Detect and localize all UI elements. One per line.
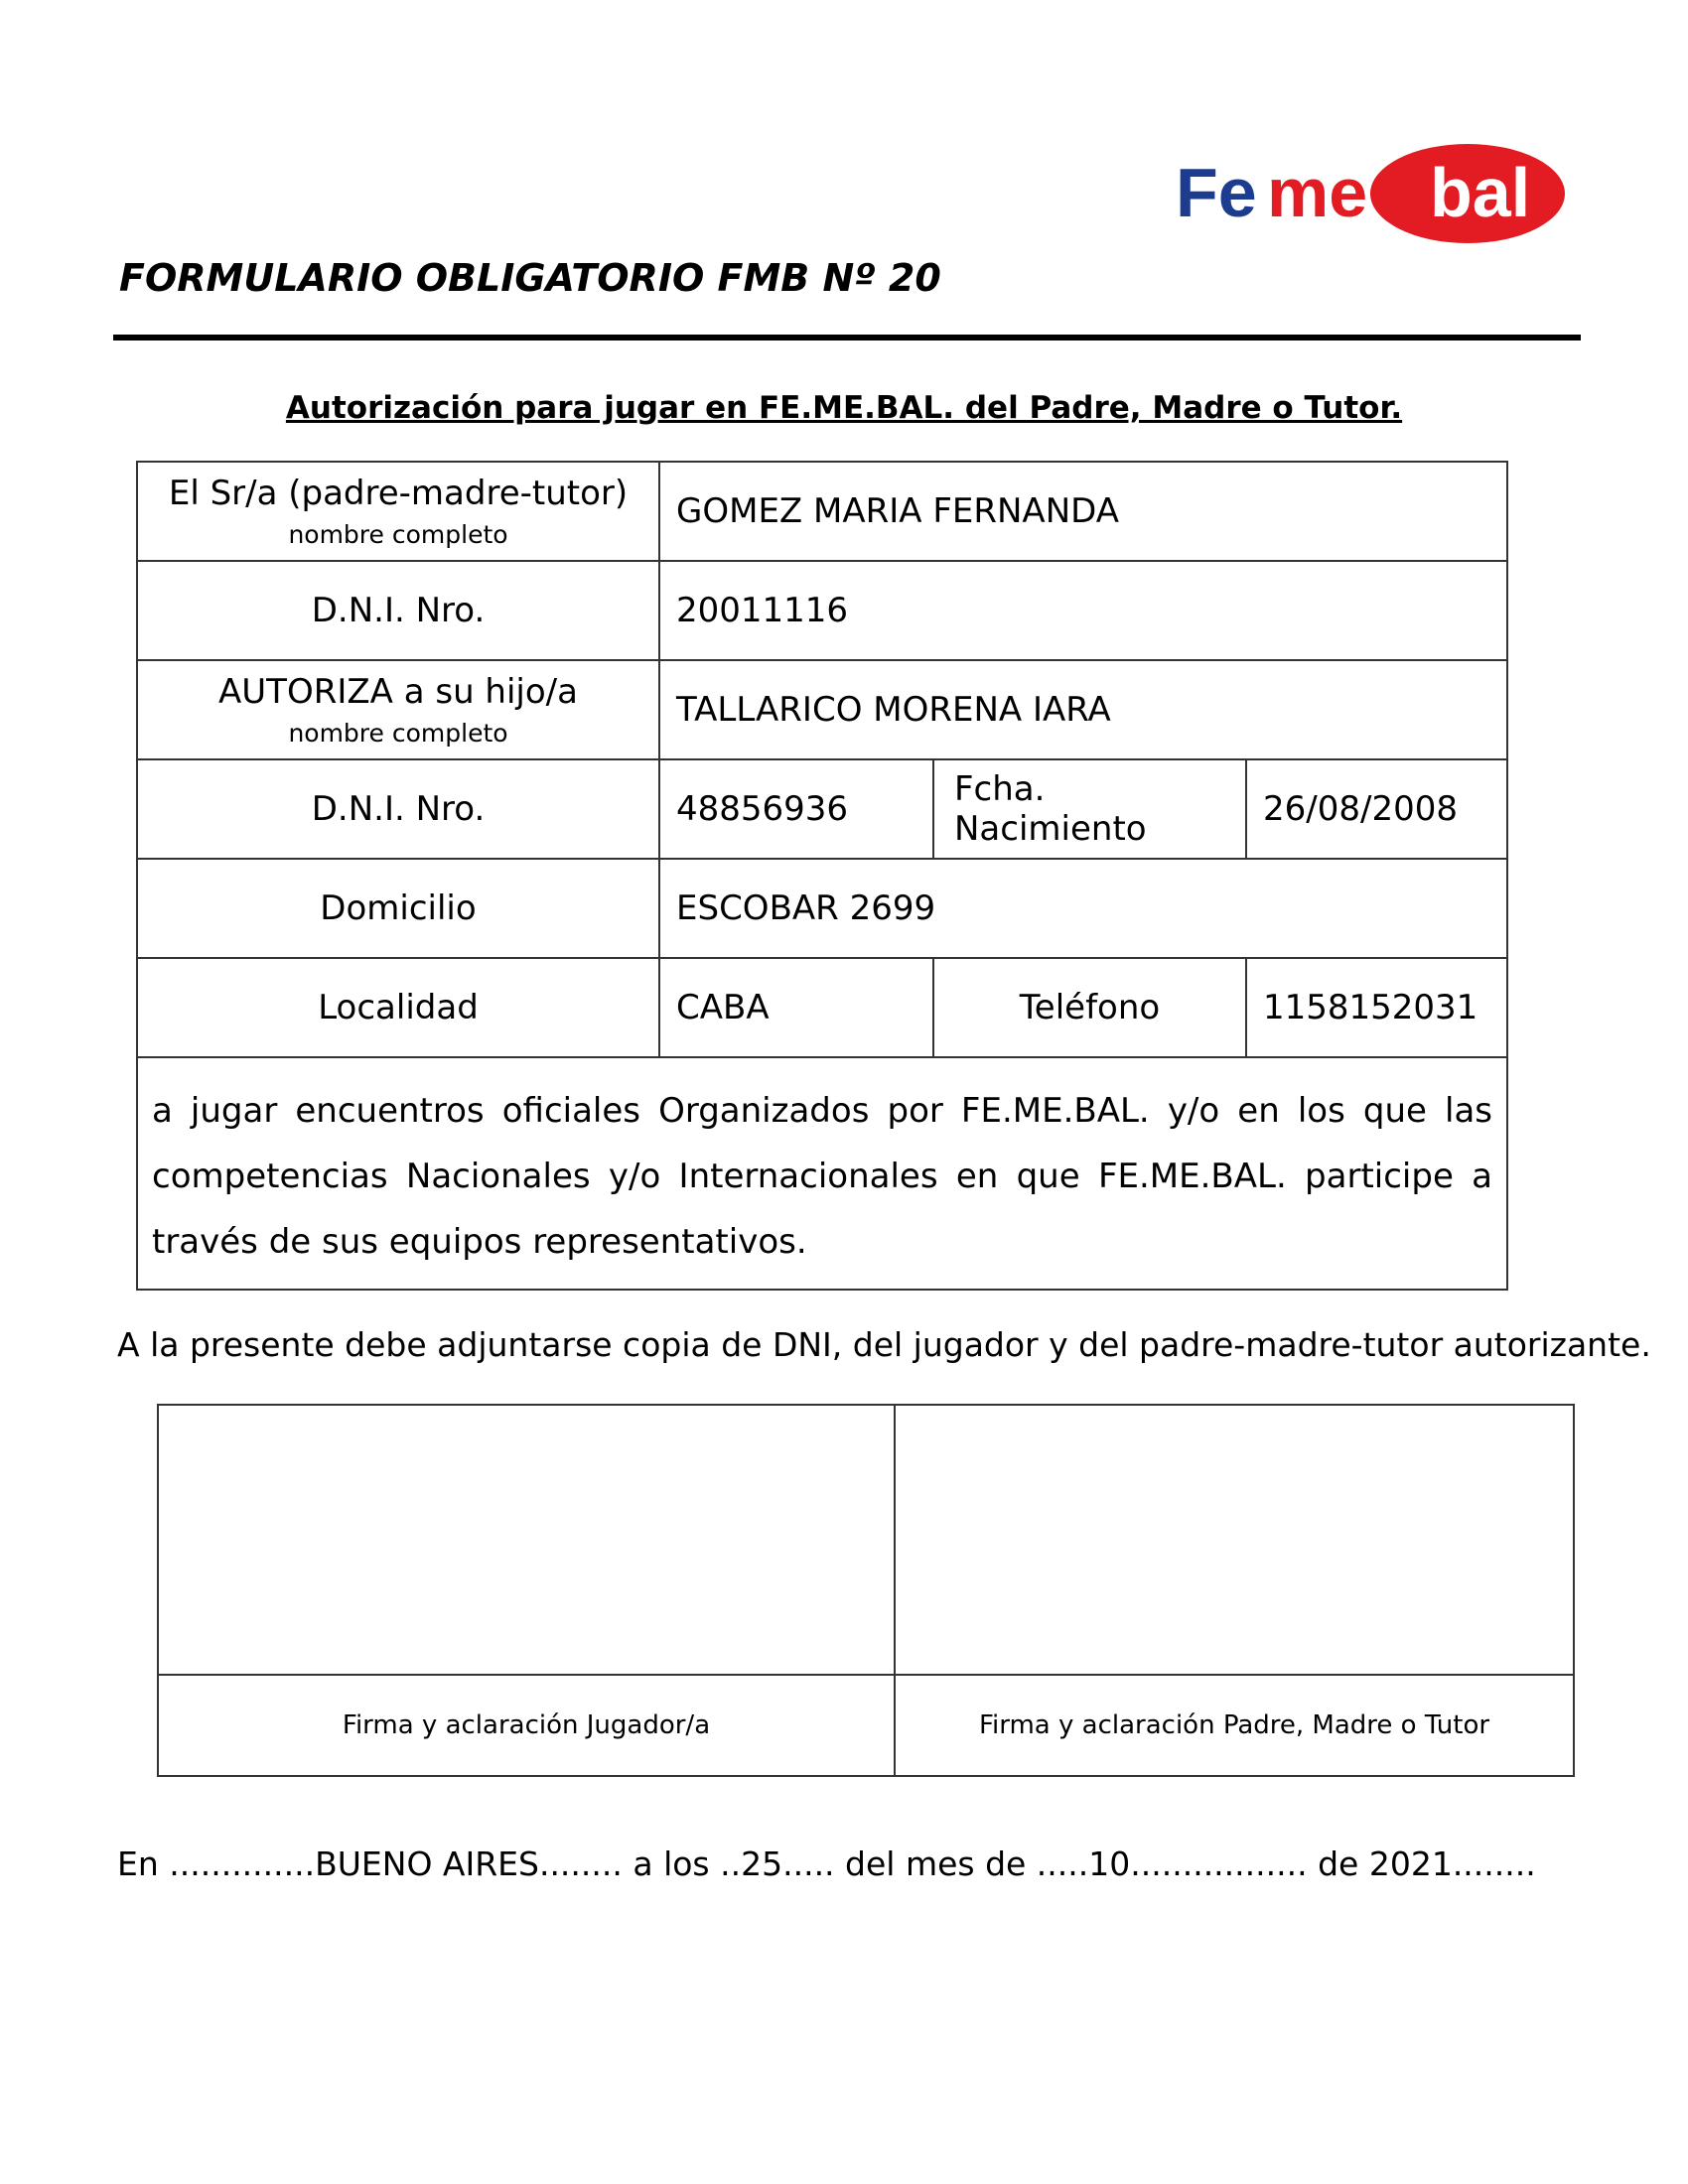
child-name-field[interactable]: TALLARICO MORENA IARA [659, 660, 1507, 759]
closing-city[interactable]: BUENO AIRES [315, 1844, 539, 1883]
svg-text:Fe: Fe [1176, 154, 1257, 231]
birth-date-label: Fcha. Nacimiento [933, 759, 1246, 859]
signature-table [157, 1404, 1575, 1777]
statement-row [137, 1057, 1507, 1290]
child-label: AUTORIZA a su hijo/a [218, 671, 578, 712]
birth-date-field[interactable]: 26/08/2008 [1246, 759, 1507, 859]
form-subtitle: Autorización para jugar en FE.ME.BAL. del Padre, Madre o Tutor. [285, 390, 1403, 426]
guardian-label: El Sr/a (padre-madre-tutor) [168, 473, 629, 513]
closing-sep2: ..... del mes de ..... [782, 1844, 1089, 1883]
svg-text:me: me [1267, 154, 1368, 231]
closing-month[interactable]: 10 [1088, 1844, 1131, 1883]
address-field[interactable]: ESCOBAR 2699 [659, 859, 1507, 958]
attachment-note: A la presente debe adjuntarse copia de DNI, del jugador y del padre-madre-tutor autorizante. [117, 1325, 1651, 1364]
child-row [137, 660, 1507, 759]
authorization-table [136, 461, 1508, 1291]
child-dni-label: D.N.I. Nro. [137, 759, 659, 859]
phone-label: Teléfono [933, 958, 1246, 1057]
child-dni-row [137, 759, 1507, 859]
guardian-label-cell [137, 462, 659, 561]
svg-text:bal: bal [1430, 154, 1531, 231]
authorization-statement: a jugar encuentros oficiales Organizados por FE.ME.BAL. y/o en los que las competencias Nacionales y/o Internacionales en que FE.ME.BAL. participe a través de sus equipos representativos. [137, 1057, 1507, 1290]
player-signature-label: Firma y aclaración Jugador/a [158, 1675, 895, 1776]
player-signature-box[interactable] [158, 1405, 895, 1675]
closing-day[interactable]: 25 [741, 1844, 783, 1883]
guardian-signature-box[interactable] [895, 1405, 1574, 1675]
city-field[interactable]: CABA [659, 958, 933, 1057]
guardian-dni-label: D.N.I. Nro. [137, 561, 659, 660]
closing-year[interactable]: 2021 [1368, 1844, 1453, 1883]
child-sublabel: nombre completo [288, 718, 508, 748]
child-label-cell [137, 660, 659, 759]
child-dni-field[interactable]: 48856936 [659, 759, 933, 859]
guardian-row [137, 462, 1507, 561]
guardian-signature-label: Firma y aclaración Padre, Madre o Tutor [895, 1675, 1574, 1776]
city-row [137, 958, 1507, 1057]
guardian-name-field[interactable]: GOMEZ MARIA FERNANDA [659, 462, 1507, 561]
address-row [137, 859, 1507, 958]
closing-line [117, 1844, 1536, 1883]
closing-prefix: En .............. [117, 1844, 316, 1883]
closing-sep3: ................. de [1130, 1844, 1369, 1883]
guardian-sublabel: nombre completo [288, 519, 508, 549]
header-divider [113, 335, 1581, 341]
city-label: Localidad [137, 958, 659, 1057]
closing-suffix: ........ [1452, 1844, 1536, 1883]
address-label: Domicilio [137, 859, 659, 958]
phone-field[interactable]: 1158152031 [1246, 958, 1507, 1057]
closing-sep1: ........ a los .. [538, 1844, 742, 1883]
femebal-logo [1170, 139, 1567, 248]
guardian-dni-field[interactable]: 20011116 [659, 561, 1507, 660]
guardian-dni-row [137, 561, 1507, 660]
form-title: FORMULARIO OBLIGATORIO FMB Nº 20 [119, 256, 941, 300]
